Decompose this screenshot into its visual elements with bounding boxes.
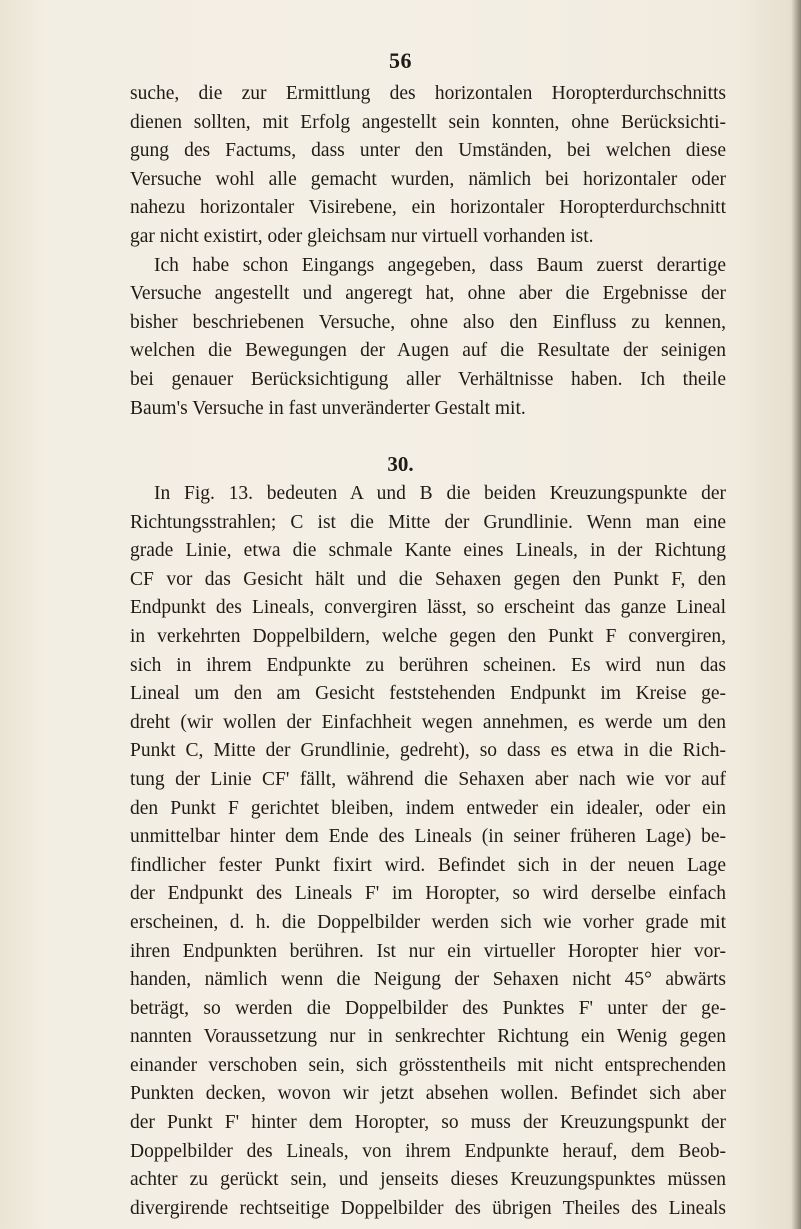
text-line: Ich habe schon Eingangs angegeben, dass Baum zuerst derartige [154,254,726,276]
text-line: Lineal um den am Gesicht feststehenden Endpunkt im Kreise ge- [130,683,726,705]
text-line: Richtungsstrahlen; C ist die Mitte der Grundlinie. Wenn man eine [130,511,726,533]
text-line: In Fig. 13. bedeuten A und B die beiden Kreuzungspunkte der [154,483,726,504]
text-line: dreht (wir wollen der Einfachheit wegen annehmen, es werde um den [130,711,726,733]
text-line: bei genauer Berücksichtigung aller Verhältnisse haben. Ich theile [130,368,726,390]
text-line: Endpunkt des Lineals, convergiren lässt, so erscheint das ganze Lineal [130,597,726,619]
text-line: den Punkt F gerichtet bleiben, indem entweder ein idealer, oder ein [130,797,726,819]
text-line: ihren Endpunkten berühren. Ist nur ein virtueller Horopter hier vor- [130,940,726,962]
text-line: CF vor das Gesicht hält und die Sehaxen gegen den Punkt F, den [130,568,726,590]
text-line: Versuche angestellt und angeregt hat, ohne aber die Ergebnisse der [130,283,726,305]
page-number: 56 [389,48,412,73]
text-line: einander verschoben sein, sich grösstentheils mit nicht entsprechenden [130,1054,726,1076]
text-line: suche, die zur Ermittlung des horizontalen Horopterdurchschnitts [130,83,726,104]
text-line: nahezu horizontaler Visirebene, ein horizontaler Horopterdurchschnitt [130,197,726,219]
text-line: gar nicht existirt, oder gleichsam nur virtuell vorhanden ist. [130,225,594,247]
text-line: Punkt C, Mitte der Grundlinie, gedreht), so dass es etwa in die Rich- [130,740,726,762]
text-line: bisher beschriebenen Versuche, ohne also den Einfluss zu kennen, [130,311,726,333]
text-line: handen, nämlich wenn die Neigung der Sehaxen nicht 45° abwärts [130,969,726,991]
text-line: unmittelbar hinter dem Ende des Lineals (in seiner früheren Lage) be- [130,826,726,848]
text-line: Versuche wohl alle gemacht wurden, nämlich bei horizontaler oder [130,168,726,190]
section-number: 30. [387,452,414,476]
text-line: gung des Factums, dass unter den Umständen, bei welchen diese [130,140,726,162]
text-line: erscheinen, d. h. die Doppelbilder werden sich wie vorher grade mit [130,911,726,933]
text-line: divergirende rechtseitige Doppelbilder des übrigen Theiles des Lineals [130,1197,726,1219]
paragraph-1 [130,80,726,423]
text-line: der Endpunkt des Lineals F' im Horopter, so wird derselbe einfach [130,883,726,905]
text-line: dienen sollten, mit Erfolg angestellt sein konnten, ohne Berücksichti- [130,111,726,133]
text-line: Punkten decken, wovon wir jetzt absehen wollen. Befindet sich aber [130,1083,726,1105]
text-line: beträgt, so werden die Doppelbilder des Punktes F' unter der ge- [130,997,726,1019]
text-line: achter zu gerückt sein, und jenseits dieses Kreuzungspunktes müssen [130,1169,726,1191]
text-line: der Punkt F' hinter dem Horopter, so muss der Kreuzungspunkt der [130,1112,726,1134]
text-line: tung der Linie CF' fällt, während die Sehaxen aber nach wie vor auf [130,768,726,790]
text-line: sich in ihrem Endpunkte zu berühren scheinen. Es wird nun das [130,654,726,676]
paragraph-2 [130,480,726,1223]
text-line: findlicher fester Punkt fixirt wird. Befindet sich in der neuen Lage [130,854,726,876]
text-line: Baum's Versuche in fast unveränderter Gestalt mit. [130,397,526,419]
text-line: Doppelbilder des Lineals, von ihrem Endpunkte herauf, dem Beob- [130,1140,726,1162]
text-line: grade Linie, etwa die schmale Kante eines Lineals, in der Richtung [130,540,726,562]
page-edge-shadow [791,0,801,1229]
text-line: in verkehrten Doppelbildern, welche gegen den Punkt F convergiren, [130,625,726,647]
text-line: nannten Voraussetzung nur in senkrechter Richtung ein Wenig gegen [130,1026,726,1048]
text-line: welchen die Bewegungen der Augen auf die Resultate der seinigen [130,340,726,362]
